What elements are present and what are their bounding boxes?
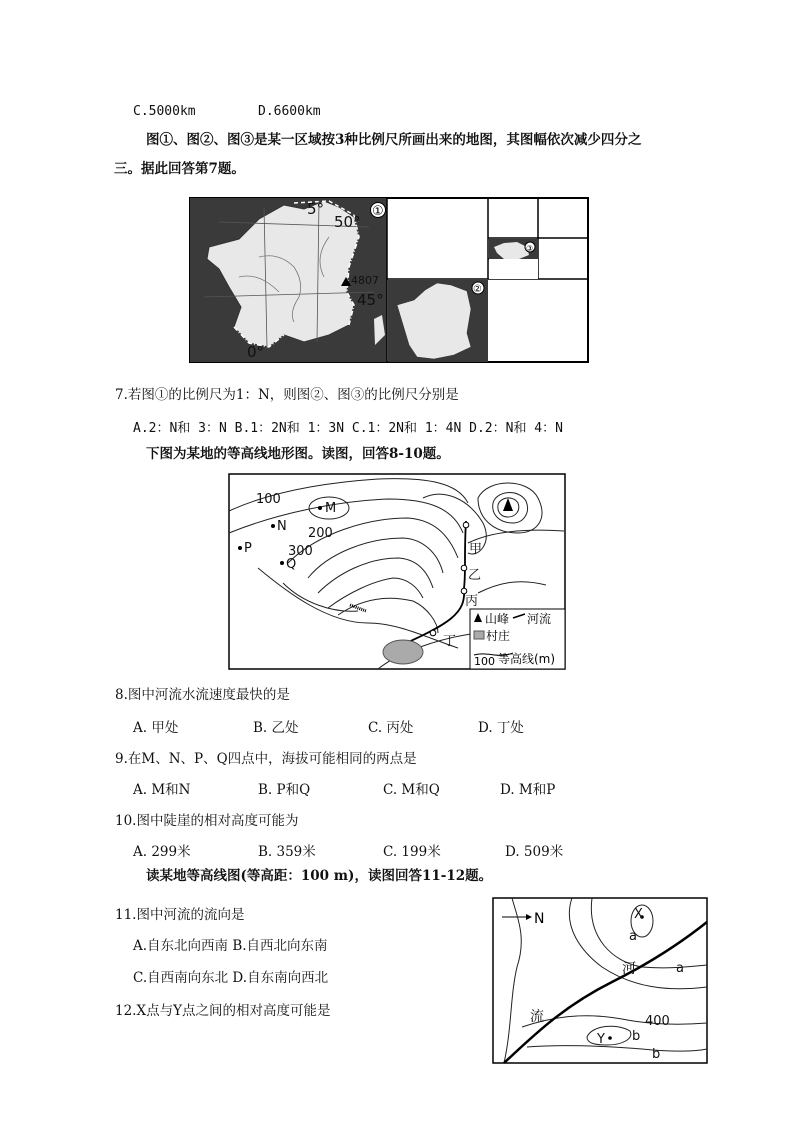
intro-contour-map: 下图为某地的等高线地形图。读图，回答8-10题。	[146, 446, 450, 462]
option-c-5000km: C.5000km	[133, 104, 196, 119]
map-panel-3	[489, 239, 538, 279]
contour-map-11-12	[492, 897, 708, 1064]
peak-elevation: 4807	[351, 274, 379, 287]
option-d-6600km: D.6600km	[258, 104, 321, 119]
legend-peak: 山峰	[485, 612, 510, 626]
circle-3-label: ③	[526, 244, 534, 253]
label-5deg: 5°	[307, 200, 325, 218]
intro-contour-map-2: 读某地等高线图(等高距：100 m)，读图回答11-12题。	[146, 868, 493, 884]
label-400: 400	[645, 1014, 670, 1029]
q9-stem: 9.在M、N、P、Q四点中，海拔可能相同的两点是	[115, 751, 417, 767]
legend-river: 河流	[527, 612, 552, 626]
legend-village: 村庄	[486, 629, 511, 643]
q7-stem: 7.若图①的比例尺为1：N，则图②、图③的比例尺分别是	[115, 387, 459, 403]
intro-scale-line1: 图①、图②、图③是某一区域按3种比例尺所画出来的地图，其图幅依次减少四分之	[146, 132, 642, 148]
circle-1-label: ①	[372, 204, 384, 219]
q12-stem: 12.X点与Y点之间的相对高度可能是	[115, 1003, 331, 1019]
point-ding: 丁	[443, 634, 457, 649]
q11-options-ab: A.自东北向西南 B.自西北向东南	[133, 938, 328, 954]
map-panel-1	[190, 198, 387, 362]
point-x: X	[634, 907, 643, 922]
point-q: Q	[286, 557, 297, 572]
point-n: N	[277, 519, 287, 534]
label-b1: b	[632, 1029, 641, 1044]
q10-option-a: A. 299米	[133, 844, 191, 860]
legend-village-icon	[474, 631, 484, 639]
q9-option-c: C. M和Q	[383, 782, 440, 798]
label-a2: a	[676, 961, 684, 976]
label-he: 河	[622, 961, 636, 977]
label-a1: a	[629, 929, 637, 944]
point-bing: 丙	[465, 594, 479, 609]
contour-200: 200	[308, 526, 333, 541]
intro-scale-line2: 三。据此回答第7题。	[114, 161, 245, 177]
q9-option-a: A. M和N	[133, 782, 191, 798]
contour-map-8-10	[228, 473, 566, 670]
legend-contour-value: 100	[474, 655, 495, 668]
point-m: M	[325, 501, 337, 516]
label-50deg: 50°	[334, 213, 361, 231]
point-y: Y	[597, 1032, 605, 1047]
q11-stem: 11.图中河流的流向是	[115, 907, 245, 923]
contour-legend	[470, 609, 565, 669]
circle-2-label: ②	[473, 284, 482, 295]
label-liu: 流	[530, 1009, 544, 1025]
q8-stem: 8.图中河流水流速度最快的是	[115, 687, 290, 703]
legend-contour: 等高线(m)	[498, 652, 556, 666]
point-jia: 甲	[469, 542, 483, 557]
north-label: N	[534, 911, 545, 927]
label-0deg: 0°	[247, 343, 265, 361]
q9-option-b: B. P和Q	[258, 782, 311, 798]
q10-option-d: D. 509米	[505, 844, 564, 860]
q10-stem: 10.图中陡崖的相对高度可能为	[115, 813, 299, 829]
q8-option-b: B. 乙处	[253, 720, 299, 736]
france-scale-maps	[189, 197, 589, 363]
q8-option-d: D. 丁处	[478, 720, 524, 736]
q10-option-b: B. 359米	[258, 844, 316, 860]
contour-300: 300	[288, 544, 313, 559]
label-45deg: 45°	[357, 291, 384, 309]
label-b2: b	[652, 1047, 661, 1062]
q8-option-a: A. 甲处	[133, 720, 179, 736]
q10-option-c: C. 199米	[383, 844, 441, 860]
q9-option-d: D. M和P	[500, 782, 556, 798]
map-panel-2	[388, 280, 488, 362]
q8-option-c: C. 丙处	[368, 720, 414, 736]
point-yi: 乙	[468, 568, 482, 583]
contour-100: 100	[256, 492, 281, 507]
q7-options: A.2：N和 3：N B.1：2N和 1：3N C.1：2N和 1：4N D.2：N和 4：N	[133, 421, 563, 436]
q11-options-cd: C.自西南向东北 D.自东南向西北	[133, 970, 329, 986]
point-p: P	[244, 541, 252, 556]
